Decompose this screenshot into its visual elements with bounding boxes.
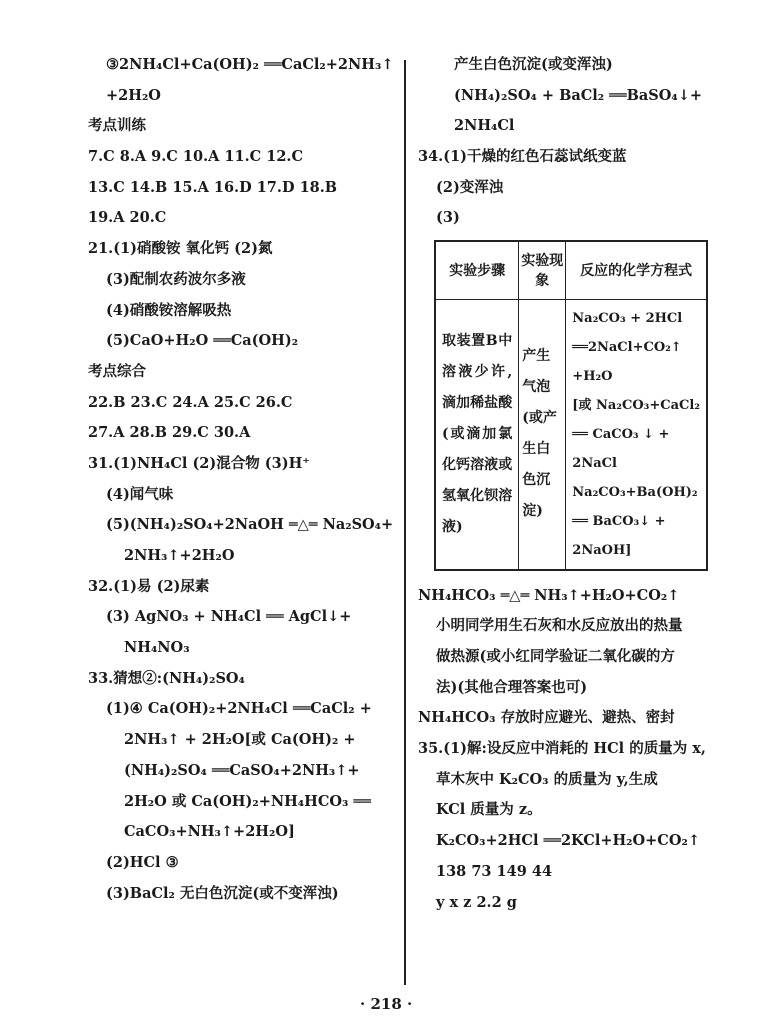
header-step: 实验步骤 [435, 241, 519, 299]
right-bottom-line: y x z 2.2 g [436, 893, 517, 911]
right-top-line: (2)变浑浊 [436, 178, 504, 196]
experiment-table [434, 240, 708, 571]
equation-line: 2NaOH] [572, 542, 632, 558]
right-top-line: 产生白色沉淀(或变浑浊) [454, 56, 613, 73]
cell-observation: 产生气泡(或产生白色沉淀) [519, 299, 566, 570]
right-top-line: 34.(1)干燥的红色石蕊试纸变蓝 [418, 148, 627, 166]
right-bottom-line: 小明同学用生石灰和水反应放出的热量 [436, 617, 683, 635]
left-column-line: (4)硝酸铵溶解吸热 [106, 301, 232, 319]
left-column-line: 7.C 8.A 9.C 10.A 11.C 12.C [88, 148, 303, 166]
equation-line: +H₂O [572, 368, 613, 384]
left-column-line: (4)闻气味 [106, 485, 174, 503]
left-column-line: 2H₂O 或 Ca(OH)₂+NH₄HCO₃ ══ [124, 792, 371, 810]
right-top-block [418, 50, 718, 234]
right-column [418, 50, 718, 918]
left-column-line: 2NH₃↑+2H₂O [124, 547, 235, 564]
right-bottom-line: KCl 质量为 z。 [436, 801, 542, 819]
left-column-line: 2NH₃↑ + 2H₂O[或 Ca(OH)₂ + [124, 731, 356, 749]
left-column-line: 13.C 14.B 15.A 16.D 17.D 18.B [88, 178, 338, 196]
left-column [88, 50, 406, 909]
left-column-line: (NH₄)₂SO₄ ══CaSO₄+2NH₃↑+ [124, 761, 360, 779]
header-equation: 反应的化学方程式 [566, 241, 707, 299]
right-bottom-line: 35.(1)解:设反应中消耗的 HCl 的质量为 x, [418, 740, 706, 758]
left-column-line: NH₄NO₃ [124, 639, 190, 657]
left-column-line: (2)HCl ③ [106, 853, 179, 871]
column-divider [404, 60, 406, 985]
left-column-line: 19.A 20.C [88, 209, 167, 227]
equation-line: Na₂CO₃ + 2HCl [572, 310, 683, 326]
left-column-line: (3) AgNO₃ + NH₄Cl ══ AgCl↓+ [106, 608, 352, 626]
table-row [435, 299, 707, 570]
right-bottom-line: 法)(其他合理答案也可) [436, 678, 588, 696]
left-column-line: 33.猜想②:(NH₄)₂SO₄ [88, 669, 245, 687]
equation-line: ══ BaCO₃↓ + [572, 513, 666, 529]
left-column-line: 32.(1)易 (2)尿素 [88, 577, 210, 595]
right-bottom-line: 138 73 149 44 [436, 862, 553, 880]
right-bottom-line: NH₄HCO₃ ═△═ NH₃↑+H₂O+CO₂↑ [418, 586, 680, 604]
right-bottom-line: NH₄HCO₃ 存放时应避光、避热、密封 [418, 709, 675, 727]
left-column-line: 27.A 28.B 29.C 30.A [88, 424, 251, 442]
left-column-line: (3)BaCl₂ 无白色沉淀(或不变浑浊) [106, 884, 339, 902]
right-top-line: 2NH₄Cl [454, 117, 515, 135]
right-top-line: (3) [436, 209, 460, 227]
equation-line: Na₂CO₃+Ba(OH)₂ [572, 484, 698, 500]
left-column-line: (3)配制农药波尔多液 [106, 270, 246, 288]
equation-line: ══2NaCl+CO₂↑ [572, 339, 682, 355]
cell-step: 取装置B中溶液少许,滴加稀盐酸(或滴加氯化钙溶液或氢氧化钡溶液) [435, 299, 519, 570]
cell-equations [566, 299, 707, 570]
left-column-line: 22.B 23.C 24.A 25.C 26.C [88, 393, 293, 411]
right-bottom-line: 草木灰中 K₂CO₃ 的质量为 y,生成 [436, 770, 658, 788]
left-column-line: 21.(1)硝酸铵 氧化钙 (2)氮 [88, 240, 273, 258]
equation-line: [或 Na₂CO₃+CaCl₂ [572, 397, 700, 413]
left-column-line: +2H₂O [106, 86, 161, 104]
header-observation: 实验现象 [519, 241, 566, 299]
left-column-line: 考点综合 [88, 362, 146, 380]
right-bottom-line: 做热源(或小红同学验证二氧化碳的方 [436, 648, 675, 665]
page-number: · 218 · [360, 995, 413, 1013]
table-header-row [435, 241, 707, 299]
left-column-line: 考点训练 [88, 117, 146, 135]
left-column-line: (5)CaO+H₂O ══Ca(OH)₂ [106, 332, 299, 350]
left-column-line: (5)(NH₄)₂SO₄+2NaOH ═△═ Na₂SO₄+ [106, 516, 394, 534]
left-column-line: ③2NH₄Cl+Ca(OH)₂ ══CaCl₂+2NH₃↑ [106, 56, 394, 73]
right-top-line: (NH₄)₂SO₄ + BaCl₂ ══BaSO₄↓+ [454, 86, 703, 104]
equation-line: 2NaCl [572, 455, 617, 471]
equation-line: ══ CaCO₃ ↓ + [572, 426, 670, 442]
left-column-line: CaCO₃+NH₃↑+2H₂O] [124, 823, 295, 841]
right-bottom-line: K₂CO₃+2HCl ══2KCl+H₂O+CO₂↑ [436, 832, 700, 850]
left-column-line: 31.(1)NH₄Cl (2)混合物 (3)H⁺ [88, 454, 310, 472]
left-column-line: (1)④ Ca(OH)₂+2NH₄Cl ══CaCl₂ + [106, 700, 372, 718]
right-bottom-block [418, 581, 718, 919]
